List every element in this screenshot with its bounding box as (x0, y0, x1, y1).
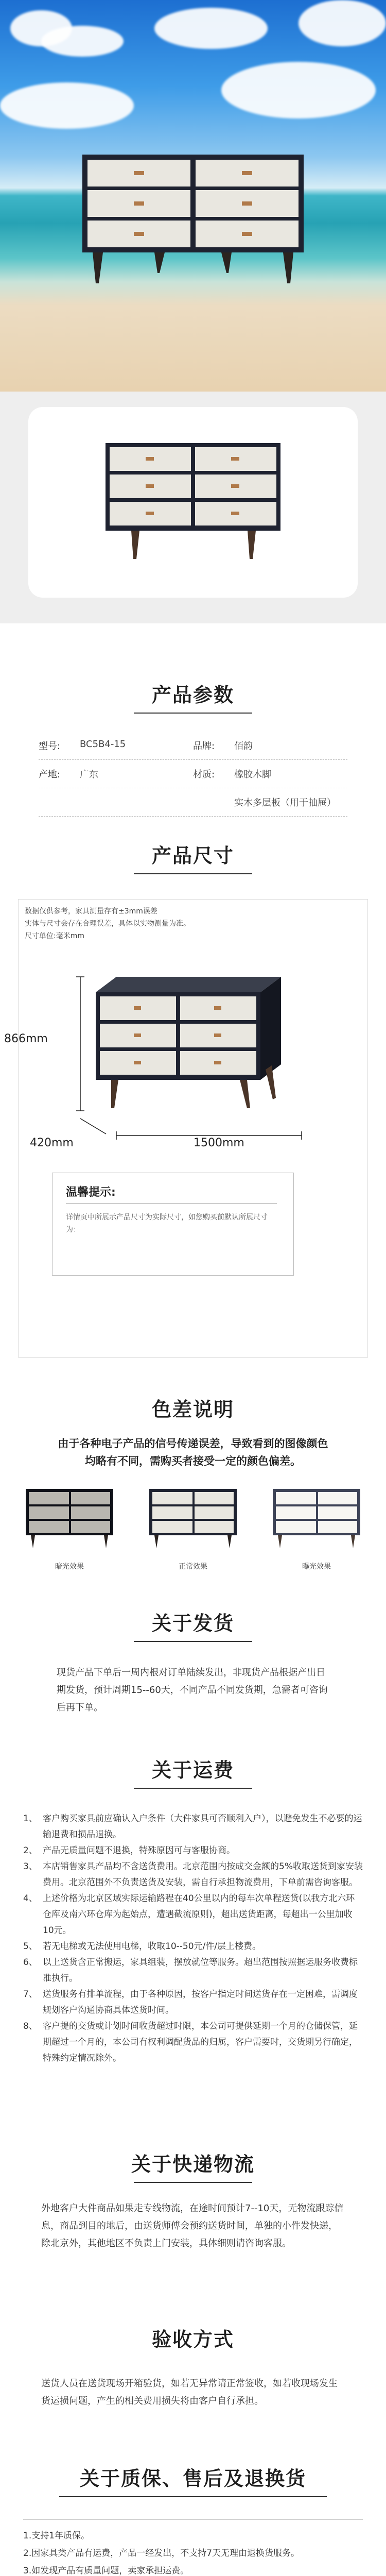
hero-banner (0, 0, 386, 392)
title-underline (134, 873, 252, 874)
logistics-text: 外地客户大件商品如果走专线物流，在途时间预计7--10天，无物流跟踪信息，商品到目的地后，由送货师傅会预约送货时间，单独的小件发快递，除北京外，其他地区不负责上门安装，具体细则请咨询客服。 (41, 2203, 344, 2249)
dimension-lines (60, 972, 327, 1142)
list-item: 2、 产品无质量问题不退换，特殊原因可与客服协商。 (23, 1845, 235, 1856)
list-item: 1、 客户购买家具前应确认入户条件（大件家具可否顺利入户），以避免发生不必要的运输退费和损品退换。 (23, 1814, 362, 1840)
tip-title: 温馨提示: (66, 1186, 116, 1199)
dresser-image (82, 155, 304, 283)
section-title-after-sale: 关于质保、售后及退换货 (0, 2463, 386, 2497)
swatch-dark (15, 1484, 124, 1551)
divider (23, 2519, 363, 2520)
size-note: 实体与尺寸会存在合理误差，具体以实物测量为准。 (25, 920, 190, 928)
swatch-normal (139, 1484, 247, 1551)
param-key: 品牌: (193, 741, 215, 752)
list-item: 8、 客户提的交货或计划时间收货超过时限，本公司可提供延期一个月的仓储保管，延期超过一个月的，本公司有权利调配货品的归属，客户需要时，交货期另行确定，特殊约定情况除外。 (23, 2021, 358, 2063)
swatch-caption: 暗光效果 (55, 1563, 84, 1571)
inspection-text: 送货人员在送货现场开箱验货，如若无异常请正常签收，如若收现场发生货运损问题，产生的相关费用损失将由客户自行承担。 (41, 2378, 338, 2406)
list-item: 7、 送货服务有排单流程，由于各种原因，按客户指定时间送货存在一定困难，需调度规划客户沟通协商具体送货时间。 (23, 1989, 358, 2015)
tip-box (52, 1173, 294, 1276)
list-item: 5、 若无电梯或无法使用电梯，收取10--50元/件/层上楼费。 (23, 1941, 261, 1952)
param-value: 橡胶木脚 (234, 769, 271, 780)
param-key: 产地: (39, 769, 61, 780)
param-value: 实木多层板（用于抽屉） (234, 798, 336, 808)
tip-text: 详情页中所展示产品尺寸为实际尺寸，如您购买前默认所展尺寸为： (66, 1213, 268, 1234)
cloud-shape (221, 62, 376, 118)
size-note: 数据仅供参考，家具测量存有±3mm误差 (25, 907, 157, 916)
cloud-shape (299, 0, 386, 46)
swatch-caption: 曝光效果 (302, 1563, 331, 1571)
list-item: 3、 本店销售家具产品均不含送货费用。北京范围内按成交金额的5%收取送货到家安装费用。北京范围外不负责送货及安装，需自行承担物流费用，下单前需咨询客服。 (23, 1861, 363, 1888)
after-sale-list (23, 2527, 363, 2576)
param-value: 广东 (80, 769, 98, 780)
cloud-shape (0, 82, 134, 129)
list-item: 6、 以上送货含正常搬运，家具组装，摆放就位等服务。超出范围按照据运服务收费标准执行。 (23, 1957, 358, 1984)
color-intro-text: 由于各种电子产品的信号传递误差，导致看到的图像颜色均略有不同，需购买者接受一定的颜色偏差。 (58, 1437, 328, 1467)
section-title-delivery: 关于发货 (0, 1607, 386, 1642)
title-underline (59, 2496, 327, 2497)
list-item: 4、 上述价格为北京区域实际运输路程在40公里以内的每车次单程送货(以我方北六环仓库及南六环仓库为起始点，遭遇截流原则)，超出送货距离，每超出一公里加收10元。 (23, 1893, 355, 1936)
depth-label: 420mm (30, 1137, 74, 1149)
title-underline (134, 1788, 252, 1789)
product-photo-card (28, 407, 358, 598)
dresser-image (106, 443, 280, 562)
param-value: BC5B4-15 (80, 739, 126, 750)
delivery-text: 现货产品下单后一周内根对订单陆续发出，非现货产品根据产出日期发货，预计周期15--60天，不同产品不同发货期，急需者可咨询后再下单。 (57, 1667, 328, 1713)
shipping-rule-list (23, 1811, 363, 2066)
swatch-bright (262, 1484, 371, 1551)
param-table (39, 732, 347, 817)
cloud-shape (41, 26, 124, 57)
section-title-logistics: 关于快递物流 (0, 2148, 386, 2183)
size-card (4, 899, 368, 1358)
height-label: 866mm (4, 1032, 48, 1045)
section-title-params: 产品参数 (0, 679, 386, 714)
cloud-shape (154, 8, 268, 49)
param-row (39, 788, 347, 817)
list-item: 3.如发现产品有质量问题，卖家承担运费。 (23, 2566, 189, 2576)
width-label: 1500mm (194, 1137, 244, 1149)
param-value: 佰韵 (234, 741, 253, 752)
section-title-shipping-fee: 关于运费 (0, 1754, 386, 1789)
section-title-inspection: 验收方式 (151, 2328, 234, 2351)
list-item: 1.支持1年质保。 (23, 2531, 90, 2541)
swatch-caption: 正常效果 (179, 1563, 207, 1571)
param-key: 型号: (39, 741, 61, 752)
section-title-size: 产品尺寸 (0, 840, 386, 874)
param-row (39, 760, 347, 788)
size-note: 尺寸单位:毫米mm (25, 932, 84, 940)
param-row (39, 732, 347, 760)
title-underline (134, 1641, 252, 1642)
title-underline (134, 2182, 252, 2183)
param-key: 材质: (193, 769, 215, 780)
section-title-color: 色差说明 (151, 1398, 234, 1421)
title-underline (134, 713, 252, 714)
list-item: 2.因家具类产品有运费，产品一经发出，不支持7天无理由退换货服务。 (23, 2548, 300, 2558)
